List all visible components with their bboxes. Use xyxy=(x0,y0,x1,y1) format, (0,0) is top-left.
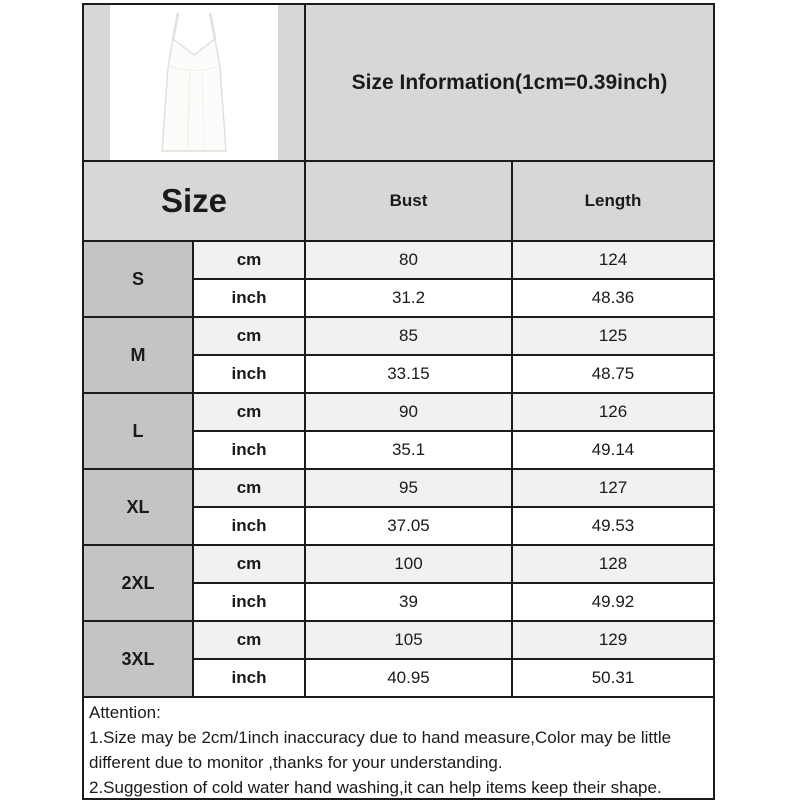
size-label-3XL: 3XL xyxy=(84,622,192,696)
bust-inch-XL: 37.05 xyxy=(306,508,511,544)
length-inch-L: 49.14 xyxy=(513,432,713,468)
bust-inch-M: 33.15 xyxy=(306,356,511,392)
bust-cm-S: 80 xyxy=(306,242,511,278)
unit-cm-3XL: cm xyxy=(194,622,304,658)
attention-note xyxy=(84,698,713,798)
length-cm-M: 125 xyxy=(513,318,713,354)
unit-cm-2XL: cm xyxy=(194,546,304,582)
size-label-M: M xyxy=(84,318,192,392)
unit-inch-M: inch xyxy=(194,356,304,392)
bust-cm-M: 85 xyxy=(306,318,511,354)
unit-cm-S: cm xyxy=(194,242,304,278)
size-information-title: Size Information(1cm=0.39inch) xyxy=(306,5,713,160)
length-inch-2XL: 49.92 xyxy=(513,584,713,620)
length-cm-L: 126 xyxy=(513,394,713,430)
size-label-L: L xyxy=(84,394,192,468)
bust-cm-3XL: 105 xyxy=(306,622,511,658)
unit-inch-S: inch xyxy=(194,280,304,316)
length-cm-S: 124 xyxy=(513,242,713,278)
attention-note-2: 2.Suggestion of cold water hand washing,it can help items keep their shape. xyxy=(89,778,662,797)
length-inch-S: 48.36 xyxy=(513,280,713,316)
size-chart-grid xyxy=(82,3,715,800)
size-label-S: S xyxy=(84,242,192,316)
length-inch-XL: 49.53 xyxy=(513,508,713,544)
unit-inch-L: inch xyxy=(194,432,304,468)
bust-column-header: Bust xyxy=(306,162,511,240)
size-label-XL: XL xyxy=(84,470,192,544)
bust-inch-L: 35.1 xyxy=(306,432,511,468)
length-inch-3XL: 50.31 xyxy=(513,660,713,696)
unit-inch-XL: inch xyxy=(194,508,304,544)
unit-cm-L: cm xyxy=(194,394,304,430)
length-cm-XL: 127 xyxy=(513,470,713,506)
unit-cm-M: cm xyxy=(194,318,304,354)
attention-note-1: 1.Size may be 2cm/1inch inaccuracy due to hand measure,Color may be little different due to monitor ,thanks for your understanding. xyxy=(89,728,672,772)
product-photo xyxy=(110,5,278,160)
length-inch-M: 48.75 xyxy=(513,356,713,392)
length-column-header: Length xyxy=(513,162,713,240)
bust-inch-2XL: 39 xyxy=(306,584,511,620)
bust-cm-2XL: 100 xyxy=(306,546,511,582)
unit-inch-3XL: inch xyxy=(194,660,304,696)
bust-inch-S: 31.2 xyxy=(306,280,511,316)
unit-inch-2XL: inch xyxy=(194,584,304,620)
white-slip-dress-image xyxy=(119,8,269,158)
bust-cm-L: 90 xyxy=(306,394,511,430)
bust-cm-XL: 95 xyxy=(306,470,511,506)
product-photo-cell xyxy=(84,5,304,160)
length-cm-3XL: 129 xyxy=(513,622,713,658)
length-cm-2XL: 128 xyxy=(513,546,713,582)
attention-heading: Attention: xyxy=(89,703,161,722)
bust-inch-3XL: 40.95 xyxy=(306,660,511,696)
unit-cm-XL: cm xyxy=(194,470,304,506)
size-column-header: Size xyxy=(84,162,304,240)
size-label-2XL: 2XL xyxy=(84,546,192,620)
